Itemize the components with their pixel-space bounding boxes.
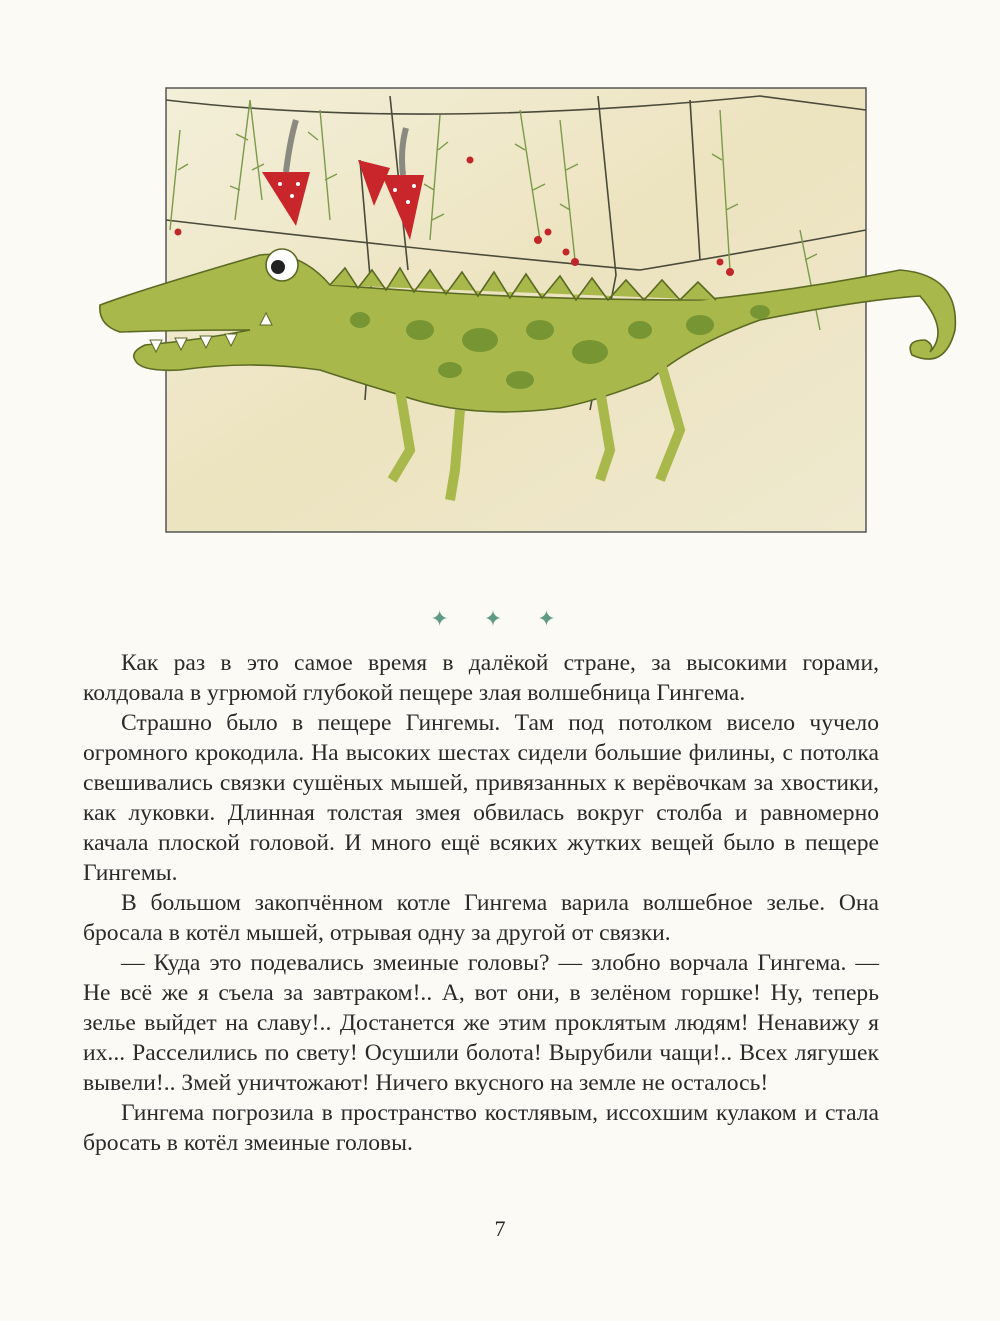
story-text — [83, 648, 879, 1158]
paragraph: Страшно было в пещере Гингемы. Там под потолком висело чучело огромного крокодила. На высоких шестах сидели большие филины, с потолка свешивались связки сушёных мышей, привязанных к верёвочкам за хвостики, как луковки. Длинная толстая змея обвилась вокруг столба и равномерно качала плоской головой. И много ещё всяких жутких вещей было в пещере Гингемы. — [83, 710, 879, 886]
paragraph: Как раз в это самое время в далёкой стране, за высокими горами, колдовала в угрюмой глубокой пещере злая волшебница Гингема. — [83, 650, 879, 706]
crocodile-illustration — [0, 0, 1000, 560]
page-number: 7 — [494, 1216, 506, 1241]
section-ornament: ✦ ✦ ✦ — [430, 607, 570, 632]
paragraph: — Куда это подевались змеиные головы? — злобно ворчала Гингема. — Не всё же я съела за завтраком!.. А, вот они, в зелёном горшке! Ну, теперь зелье выйдет на славу!.. Достанется же этим проклятым людям! Ненавижу я их... Расселились по свету! Осушили болота! Вырубили чащи!.. Всех лягушек вывели!.. Змей уничтожают! Ничего вкусного на земле не осталось! — [83, 950, 879, 1096]
paragraph: В большом закопчённом котле Гингема варила волшебное зелье. Она бросала в котёл мышей, отрывая одну за другой от связки. — [83, 890, 879, 946]
paragraph: Гингема погрозила в пространство костлявым, иссохшим кулаком и стала бросать в котёл змеиные головы. — [83, 1100, 879, 1156]
